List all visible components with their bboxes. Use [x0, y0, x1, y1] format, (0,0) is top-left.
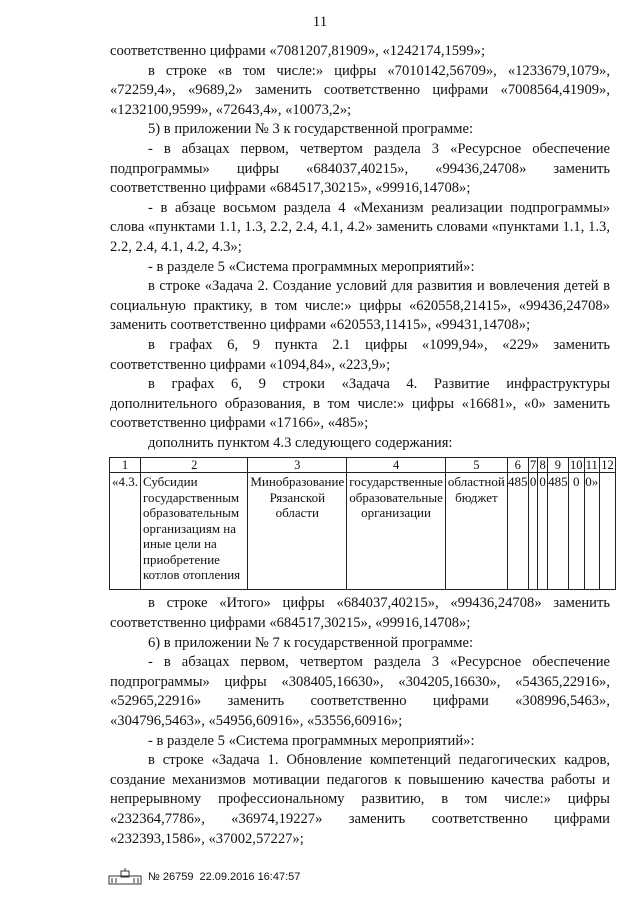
- paragraph: - в абзацах первом, четвертом раздела 3 «Ресурсное обеспечение подпрограммы» цифры «308405,16630», «304205,16630», «54365,22916», «52965,22916» заменить соответственно цифрами «308996,5463», «304796,5463», «54956,60916», «53556,60916»;: [110, 654, 610, 730]
- table-header-cell: 1: [110, 458, 141, 473]
- table-header-cell: 10: [569, 458, 583, 473]
- table-header-row: [110, 458, 616, 473]
- paragraph: в строке «Итого» цифры «684037,40215», «99436,24708» заменить соответственно цифрами «684517,30215», «99916,14708»;: [110, 595, 610, 632]
- table-cell-executor: Минобразование Рязанской области: [248, 473, 347, 590]
- table-cell-source: областной бюджет: [445, 473, 507, 590]
- paragraph: - в абзацах первом, четвертом раздела 3 «Ресурсное обеспечение подпрограммы» цифры «684037,40215», «99436,24708» заменить соответственно цифрами «684517,30215», «99916,14708»;: [110, 140, 610, 197]
- page-number: 11: [312, 14, 328, 30]
- paragraph: в строке «Задача 2. Создание условий для развития и вовлечения детей в социальную практику, в том числе:» цифры «620558,21415», «99436,24708» заменить соответственно цифрами «620553,11415», «99431,14708»;: [110, 278, 610, 334]
- table-row: [110, 473, 616, 590]
- table-header-cell: 3: [248, 458, 347, 473]
- table-header-cell: 2: [141, 458, 248, 473]
- table-cell-description: Субсидии государственным образовательным организациям на иные цели на приобретение котлов отопления: [141, 473, 248, 590]
- paragraph: в строке «в том числе:» цифры «7010142,56709», «1233679,1079», «72259,4», «9689,2» заменить соответственно цифрами «7008564,41909», «1232100,9599», «72643,4», «10073,2»;: [110, 62, 610, 118]
- table-header-cell: 12: [601, 458, 614, 473]
- table-cell-value: 0»: [584, 473, 599, 590]
- doc-timestamp: 22.09.2016 16:47:57: [199, 871, 301, 883]
- paragraph: - в абзаце восьмом раздела 4 «Механизм реализации подпрограммы» слова «пунктами 1.1, 1.3, 2.2, 2.4, 4.1, 4.2» заменить словами «пунктами 1.1, 1.3, 2.2, 2.4, 4.1, 4.2, 4.3»;: [110, 199, 610, 255]
- paragraph: - в разделе 5 «Система программных мероприятий»:: [148, 732, 475, 749]
- paragraph: дополнить пунктом 4.3 следующего содержания:: [148, 434, 453, 451]
- table-cell-value: 0: [528, 473, 538, 590]
- insert-table: [109, 457, 616, 590]
- table-cell-value: 0: [568, 473, 584, 590]
- paragraph: в строке «Задача 1. Обновление компетенций педагогических кадров, создание механизмов мотивации педагогов к повышению качества работы и непрерывному профессиональному развитию, в том числе:» цифры «232364,7786», «36974,19227» заменить соответственно цифрами «232393,1586», «37002,57227»;: [110, 752, 610, 847]
- paragraph: в графах 6, 9 строки «Задача 4. Развитие инфраструктуры дополнительного образования, в том числе:» цифры «16681», «0» заменить соответственно цифрами «17166», «485»;: [110, 376, 610, 432]
- table-header-cell: 9: [547, 458, 568, 473]
- table-header-cell: 11: [585, 458, 598, 473]
- table-header-cell: 6: [507, 458, 528, 473]
- table-header-cell: 5: [445, 458, 507, 473]
- doc-number: № 26759: [148, 871, 194, 883]
- table-cell-value: 485: [547, 473, 568, 590]
- table-cell-value: [599, 473, 615, 590]
- paragraph: - в разделе 5 «Система программных мероприятий»:: [148, 258, 475, 275]
- table-cell-number: «4.3.: [110, 473, 141, 590]
- document-footer: [108, 868, 300, 886]
- paragraph: 5) в приложении № 3 к государственной программе:: [148, 121, 474, 138]
- table-header-cell: 8: [539, 458, 546, 473]
- table-header-cell: 7: [529, 458, 537, 473]
- paragraph: 6) в приложении № 7 к государственной программе:: [148, 634, 474, 651]
- table-header-cell: 4: [347, 458, 446, 473]
- document-body: [110, 42, 614, 849]
- table-cell-recipient: государственные образовательные организации: [347, 473, 446, 590]
- table-cell-value: 485: [507, 473, 528, 590]
- table-cell-value: 0: [538, 473, 548, 590]
- registry-stamp-icon: [108, 868, 142, 886]
- paragraph: в графах 6, 9 пункта 2.1 цифры «1099,94», «229» заменить соответственно цифрами «1094,84», «223,9»;: [110, 336, 610, 373]
- paragraph: соответственно цифрами «7081207,81909», «1242174,1599»;: [110, 43, 486, 59]
